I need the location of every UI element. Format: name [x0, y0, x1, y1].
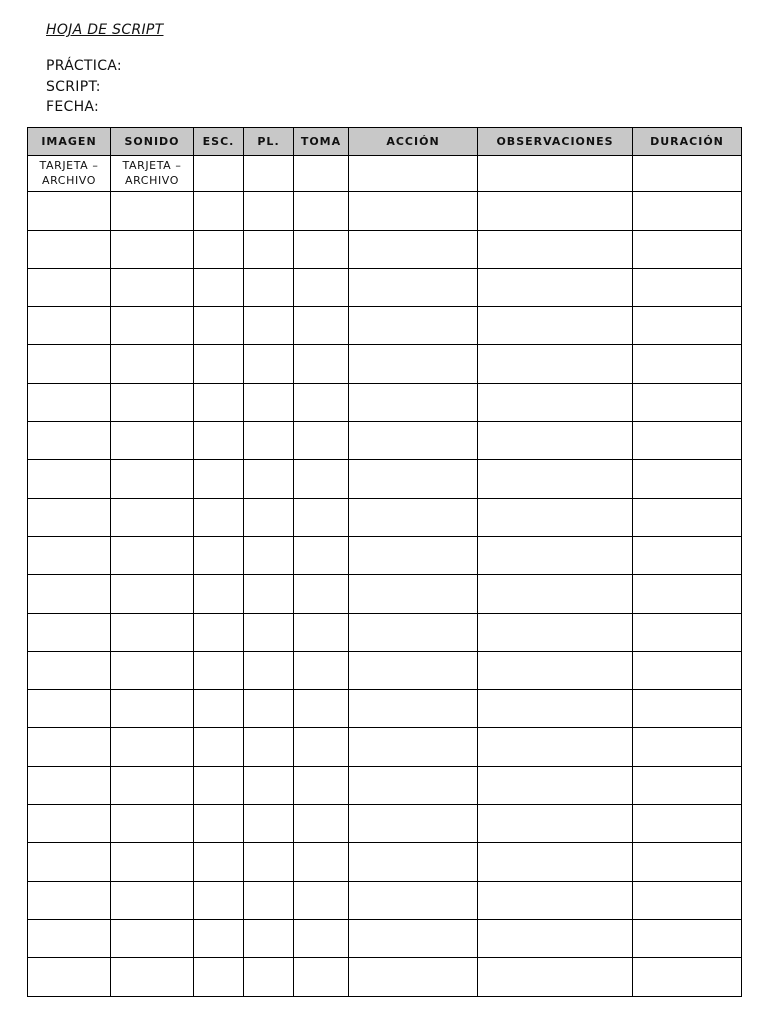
cell-pl[interactable] [244, 613, 294, 651]
cell-observaciones[interactable] [478, 268, 633, 306]
cell-pl[interactable] [244, 230, 294, 268]
cell-observaciones[interactable] [478, 575, 633, 613]
cell-imagen[interactable] [28, 383, 111, 421]
cell-esc[interactable] [194, 881, 244, 919]
table-row [28, 766, 742, 804]
cell-esc[interactable] [194, 575, 244, 613]
cell-imagen[interactable] [28, 728, 111, 766]
table-row [28, 422, 742, 460]
cell-sonido[interactable] [111, 575, 194, 613]
cell-imagen[interactable] [28, 422, 111, 460]
cell-esc[interactable] [194, 766, 244, 804]
cell-duracion[interactable] [633, 958, 742, 996]
table-row [28, 536, 742, 574]
cell-accion[interactable] [349, 613, 478, 651]
cell-pl[interactable] [244, 766, 294, 804]
cell-accion[interactable] [349, 728, 478, 766]
cell-sonido[interactable] [111, 728, 194, 766]
cell-toma[interactable] [294, 805, 349, 843]
cell-accion[interactable] [349, 843, 478, 881]
cell-observaciones[interactable] [478, 536, 633, 574]
cell-sonido[interactable] [111, 460, 194, 498]
column-header-pl: PL. [244, 128, 294, 156]
cell-observaciones[interactable] [478, 460, 633, 498]
cell-sonido[interactable] [111, 498, 194, 536]
cell-observaciones[interactable] [478, 498, 633, 536]
cell-toma[interactable] [294, 307, 349, 345]
cell-duracion[interactable] [633, 383, 742, 421]
cell-observaciones[interactable] [478, 651, 633, 689]
cell-accion[interactable] [349, 383, 478, 421]
cell-esc[interactable] [194, 651, 244, 689]
cell-sonido[interactable] [111, 345, 194, 383]
table-row [28, 843, 742, 881]
cell-sonido[interactable] [111, 192, 194, 230]
cell-sonido[interactable] [111, 422, 194, 460]
cell-toma[interactable] [294, 651, 349, 689]
cell-duracion[interactable] [633, 498, 742, 536]
cell-accion[interactable] [349, 766, 478, 804]
cell-imagen[interactable] [28, 498, 111, 536]
cell-sonido[interactable] [111, 919, 194, 957]
column-header-sonido: SONIDO [111, 128, 194, 156]
cell-toma[interactable] [294, 422, 349, 460]
table-row [28, 651, 742, 689]
table-header [28, 128, 742, 156]
table-row [28, 383, 742, 421]
cell-observaciones[interactable] [478, 230, 633, 268]
cell-pl[interactable] [244, 345, 294, 383]
table-row [28, 230, 742, 268]
column-header-observaciones: OBSERVACIONES [478, 128, 633, 156]
cell-sonido[interactable] [111, 230, 194, 268]
table-row [28, 805, 742, 843]
cell-pl[interactable] [244, 422, 294, 460]
cell-duracion[interactable] [633, 919, 742, 957]
cell-observaciones[interactable] [478, 919, 633, 957]
cell-accion[interactable] [349, 958, 478, 996]
table-body [28, 156, 742, 997]
cell-esc[interactable] [194, 498, 244, 536]
table-row [28, 613, 742, 651]
cell-toma[interactable] [294, 192, 349, 230]
cell-esc[interactable] [194, 383, 244, 421]
cell-pl[interactable] [244, 919, 294, 957]
cell-imagen[interactable] [28, 192, 111, 230]
cell-esc[interactable] [194, 805, 244, 843]
cell-duracion[interactable] [633, 230, 742, 268]
cell-pl[interactable] [244, 728, 294, 766]
cell-pl[interactable] [244, 307, 294, 345]
cell-observaciones[interactable] [478, 843, 633, 881]
cell-esc[interactable] [194, 156, 244, 192]
table-row [28, 307, 742, 345]
cell-pl[interactable] [244, 690, 294, 728]
cell-esc[interactable] [194, 690, 244, 728]
table-row [28, 156, 742, 192]
cell-accion[interactable] [349, 881, 478, 919]
cell-accion[interactable] [349, 345, 478, 383]
cell-toma[interactable] [294, 766, 349, 804]
table-row [28, 728, 742, 766]
cell-pl[interactable] [244, 958, 294, 996]
cell-pl[interactable] [244, 460, 294, 498]
cell-esc[interactable] [194, 268, 244, 306]
cell-pl[interactable] [244, 156, 294, 192]
cell-pl[interactable] [244, 192, 294, 230]
cell-imagen[interactable] [28, 613, 111, 651]
cell-accion[interactable] [349, 422, 478, 460]
cell-accion[interactable] [349, 460, 478, 498]
cell-esc[interactable] [194, 958, 244, 996]
cell-esc[interactable] [194, 613, 244, 651]
cell-duracion[interactable] [633, 422, 742, 460]
cell-imagen[interactable] [28, 843, 111, 881]
column-header-duracion: DURACIÓN [633, 128, 742, 156]
cell-duracion[interactable] [633, 536, 742, 574]
meta-fields [46, 56, 122, 118]
cell-toma[interactable] [294, 575, 349, 613]
cell-accion[interactable] [349, 192, 478, 230]
cell-toma[interactable] [294, 536, 349, 574]
header-row [28, 128, 742, 156]
cell-toma[interactable] [294, 345, 349, 383]
cell-duracion[interactable] [633, 690, 742, 728]
table-row [28, 192, 742, 230]
cell-imagen[interactable] [28, 805, 111, 843]
cell-pl[interactable] [244, 383, 294, 421]
cell-sonido[interactable] [111, 690, 194, 728]
cell-sonido[interactable]: TARJETA – ARCHIVO [111, 156, 194, 192]
cell-pl[interactable] [244, 536, 294, 574]
cell-pl[interactable] [244, 881, 294, 919]
cell-duracion[interactable] [633, 843, 742, 881]
cell-imagen[interactable] [28, 345, 111, 383]
table-row [28, 690, 742, 728]
cell-esc[interactable] [194, 919, 244, 957]
cell-accion[interactable] [349, 690, 478, 728]
cell-imagen[interactable] [28, 690, 111, 728]
cell-imagen[interactable] [28, 268, 111, 306]
cell-imagen[interactable] [28, 958, 111, 996]
cell-duracion[interactable] [633, 345, 742, 383]
cell-accion[interactable] [349, 651, 478, 689]
cell-duracion[interactable] [633, 192, 742, 230]
cell-sonido[interactable] [111, 651, 194, 689]
cell-esc[interactable] [194, 345, 244, 383]
cell-accion[interactable] [349, 268, 478, 306]
cell-observaciones[interactable] [478, 958, 633, 996]
cell-toma[interactable] [294, 958, 349, 996]
cell-esc[interactable] [194, 422, 244, 460]
cell-duracion[interactable] [633, 156, 742, 192]
cell-pl[interactable] [244, 843, 294, 881]
cell-duracion[interactable] [633, 268, 742, 306]
cell-observaciones[interactable] [478, 690, 633, 728]
table-row [28, 919, 742, 957]
cell-duracion[interactable] [633, 651, 742, 689]
table-row [28, 345, 742, 383]
cell-pl[interactable] [244, 651, 294, 689]
cell-sonido[interactable] [111, 307, 194, 345]
cell-sonido[interactable] [111, 613, 194, 651]
table-row [28, 881, 742, 919]
table-row [28, 460, 742, 498]
cell-sonido[interactable] [111, 843, 194, 881]
cell-sonido[interactable] [111, 268, 194, 306]
cell-imagen[interactable] [28, 230, 111, 268]
cell-toma[interactable] [294, 919, 349, 957]
cell-imagen[interactable] [28, 651, 111, 689]
cell-observaciones[interactable] [478, 156, 633, 192]
cell-sonido[interactable] [111, 383, 194, 421]
cell-duracion[interactable] [633, 766, 742, 804]
cell-sonido[interactable] [111, 766, 194, 804]
cell-accion[interactable] [349, 156, 478, 192]
cell-imagen[interactable] [28, 536, 111, 574]
field-practica: PRÁCTICA: [46, 58, 122, 74]
cell-duracion[interactable] [633, 881, 742, 919]
cell-sonido[interactable] [111, 805, 194, 843]
cell-accion[interactable] [349, 230, 478, 268]
script-table [27, 127, 742, 997]
cell-toma[interactable] [294, 613, 349, 651]
cell-imagen[interactable] [28, 766, 111, 804]
cell-esc[interactable] [194, 728, 244, 766]
cell-observaciones[interactable] [478, 422, 633, 460]
cell-accion[interactable] [349, 307, 478, 345]
cell-duracion[interactable] [633, 728, 742, 766]
cell-toma[interactable] [294, 881, 349, 919]
cell-observaciones[interactable] [478, 383, 633, 421]
cell-imagen[interactable] [28, 919, 111, 957]
cell-observaciones[interactable] [478, 728, 633, 766]
cell-esc[interactable] [194, 460, 244, 498]
cell-accion[interactable] [349, 919, 478, 957]
cell-accion[interactable] [349, 536, 478, 574]
cell-observaciones[interactable] [478, 805, 633, 843]
cell-imagen[interactable] [28, 575, 111, 613]
field-fecha: FECHA: [46, 99, 100, 115]
column-header-esc: ESC. [194, 128, 244, 156]
cell-toma[interactable] [294, 268, 349, 306]
cell-pl[interactable] [244, 805, 294, 843]
cell-pl[interactable] [244, 268, 294, 306]
cell-esc[interactable] [194, 230, 244, 268]
field-script: SCRIPT: [46, 78, 101, 95]
cell-toma[interactable] [294, 383, 349, 421]
document-title: HOJA DE SCRIPT [46, 22, 164, 38]
table-row [28, 575, 742, 613]
cell-toma[interactable] [294, 728, 349, 766]
cell-duracion[interactable] [633, 575, 742, 613]
cell-duracion[interactable] [633, 460, 742, 498]
cell-esc[interactable] [194, 843, 244, 881]
cell-observaciones[interactable] [478, 766, 633, 804]
cell-observaciones[interactable] [478, 307, 633, 345]
cell-accion[interactable] [349, 575, 478, 613]
cell-observaciones[interactable] [478, 613, 633, 651]
cell-imagen[interactable] [28, 307, 111, 345]
cell-accion[interactable] [349, 805, 478, 843]
cell-esc[interactable] [194, 536, 244, 574]
column-header-accion: ACCIÓN [349, 128, 478, 156]
cell-imagen[interactable] [28, 881, 111, 919]
cell-pl[interactable] [244, 498, 294, 536]
cell-observaciones[interactable] [478, 881, 633, 919]
cell-sonido[interactable] [111, 536, 194, 574]
column-header-toma: TOMA [294, 128, 349, 156]
cell-sonido[interactable] [111, 881, 194, 919]
cell-sonido[interactable] [111, 958, 194, 996]
cell-toma[interactable] [294, 843, 349, 881]
cell-pl[interactable] [244, 575, 294, 613]
cell-duracion[interactable] [633, 307, 742, 345]
cell-observaciones[interactable] [478, 345, 633, 383]
cell-toma[interactable] [294, 690, 349, 728]
column-header-imagen: IMAGEN [28, 128, 111, 156]
cell-toma[interactable] [294, 460, 349, 498]
cell-duracion[interactable] [633, 805, 742, 843]
cell-esc[interactable] [194, 192, 244, 230]
cell-toma[interactable] [294, 498, 349, 536]
cell-imagen[interactable] [28, 460, 111, 498]
table-row [28, 498, 742, 536]
cell-accion[interactable] [349, 498, 478, 536]
cell-esc[interactable] [194, 307, 244, 345]
cell-toma[interactable] [294, 230, 349, 268]
table-row [28, 268, 742, 306]
table-row [28, 958, 742, 996]
cell-toma[interactable] [294, 156, 349, 192]
cell-observaciones[interactable] [478, 192, 633, 230]
cell-duracion[interactable] [633, 613, 742, 651]
cell-imagen[interactable]: TARJETA – ARCHIVO [28, 156, 111, 192]
